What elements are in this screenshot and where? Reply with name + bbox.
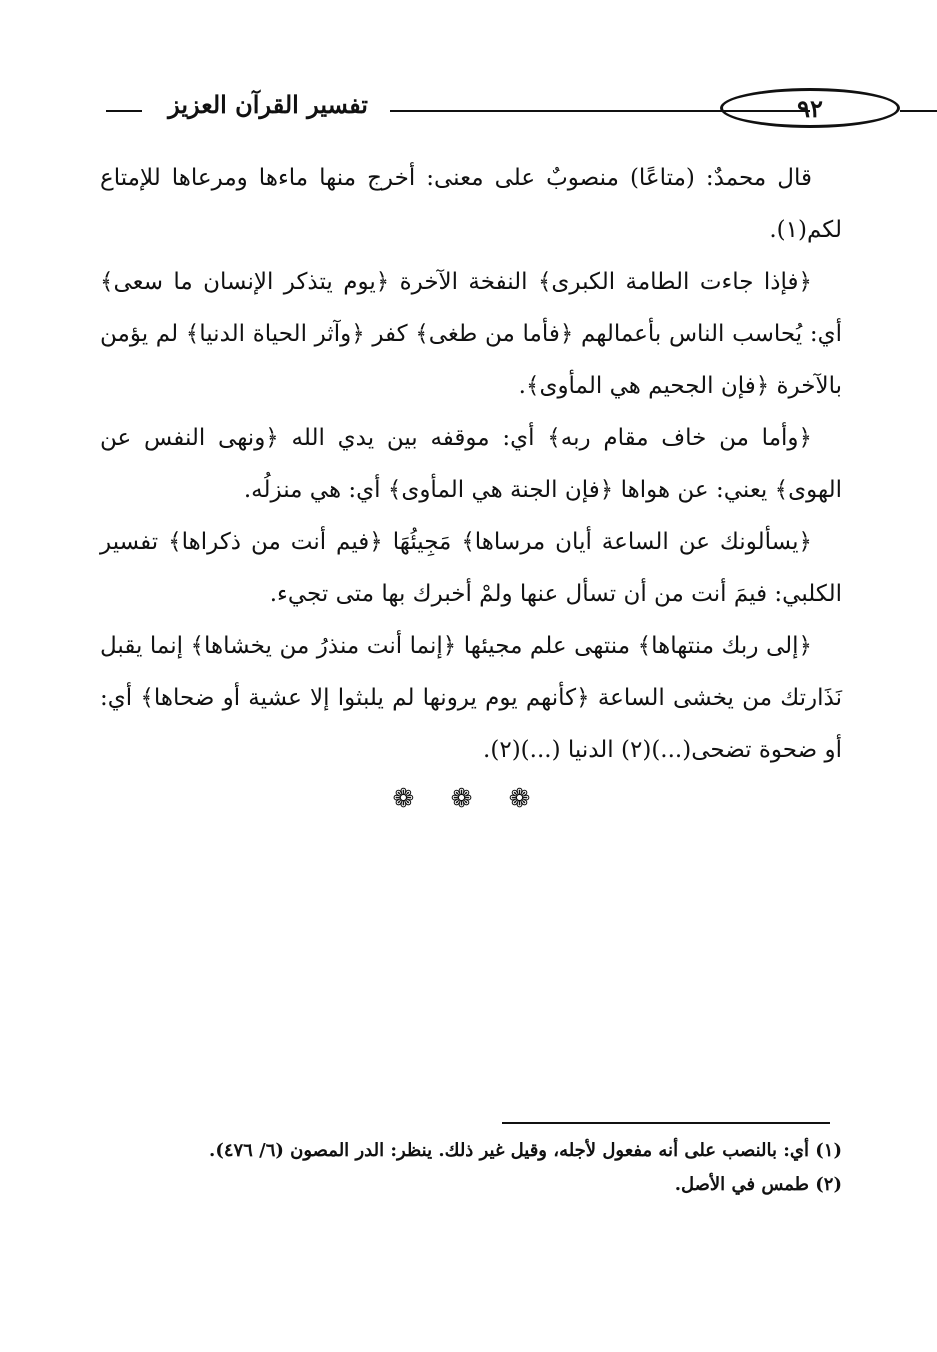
page-number: ٩٢ [720, 88, 900, 128]
running-title: تفسير القرآن العزيز [168, 90, 368, 119]
footnotes [100, 1134, 842, 1202]
paragraph: ﴿يسألونك عن الساعة أيان مرساها﴾ مَجِيئُهَا ﴿فيم أنت من ذكراها﴾ تفسير الكلبي: فيمَ أنت من أن تسأل عنها ولمْ أخبرك بها متى تجيء. [100, 529, 842, 607]
footnote-rule [502, 1122, 830, 1124]
header-rule-right [900, 110, 937, 112]
paragraph: ﴿وأما من خاف مقام ربه﴾ أي: موقفه بين يدي الله ﴿ونهى النفس عن الهوى﴾ يعني: عن هواها ﴿فإن الجنة هي المأوى﴾ أي: هي منزلُه. [100, 425, 842, 503]
footnote: (٢) طمس في الأصل. [674, 1174, 842, 1195]
paragraph: ﴿إلى ربك منتهاها﴾ منتهى علم مجيئها ﴿إنما أنت منذرُ من يخشاها﴾ إنما يقبل نَذَارتك من يخشى الساعة ﴿كأنهم يوم يرونها لم يلبثوا إلا عشية أو ضحاها﴾ أي: أو ضحوة تضحى(...)(٢) الدنيا (...)(٢). [100, 633, 842, 763]
page-header [100, 84, 845, 132]
paragraph: قال محمدٌ: (متاعًا) منصوبٌ على معنى: أخرج منها ماءها ومرعاها للإمتاع لكم(١). [100, 165, 842, 243]
body-text [100, 152, 842, 776]
header-rule-left [106, 110, 142, 112]
footnote: (١) أي: بالنصب على أنه مفعول لأجله، وقيل غير ذلك. ينظر: الدر المصون (٦/ ٤٧٦). [209, 1140, 842, 1161]
section-separator: ❁ ❁ ❁ [392, 784, 545, 814]
paragraph: ﴿فإذا جاءت الطامة الكبرى﴾ النفخة الآخرة ﴿يوم يتذكر الإنسان ما سعى﴾ أي: يُحاسب الناس بأعمالهم ﴿فأما من طغى﴾ كفر ﴿وآثر الحياة الدنيا﴾ لم يؤمن بالآخرة ﴿فإن الجحيم هي المأوى﴾. [100, 269, 842, 399]
